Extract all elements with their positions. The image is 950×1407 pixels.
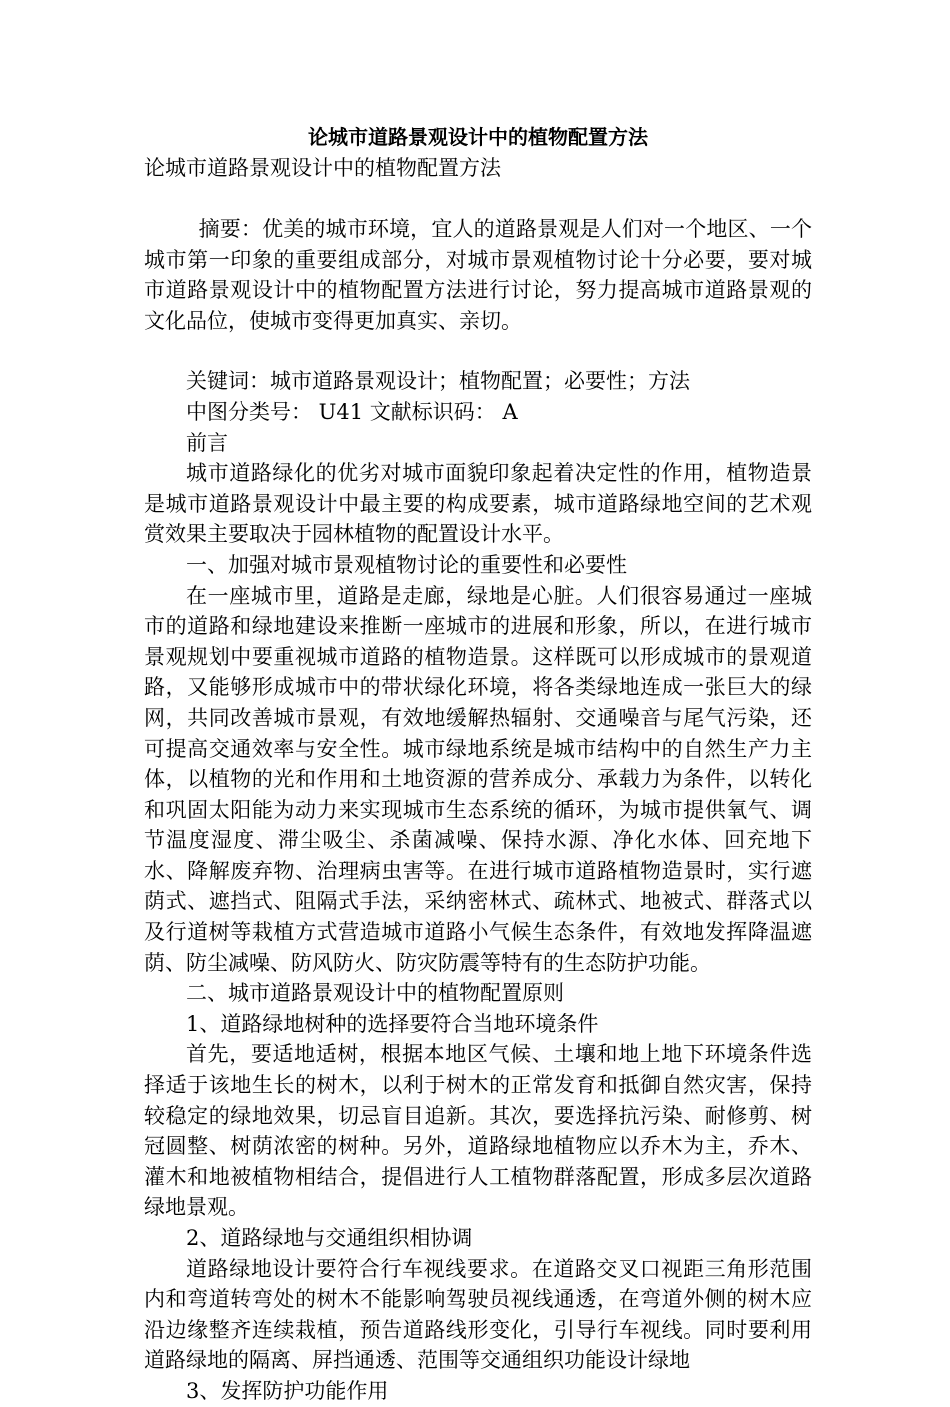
subsection-3-heading: 3、发挥防护功能作用: [186, 1378, 389, 1403]
section-1-paragraph: 在一座城市里，道路是走廊，绿地是心脏。人们很容易通过一座城市的道路和绿地建设来推断一座城市的进展和形象，所以，在进行城市景观规划中要重视城市道路的植物造景。这样既可以形成城市的景观道路，又能够形成城市中的带状绿化环境，将各类绿地连成一张巨大的绿网，共同改善城市景观，有效地缓解热辐射、交通噪音与尾气污染，还可提高交通效率与安全性。城市绿地系统是城市结构中的自然生产力主体，以植物的光和作用和土地资源的营养成分、承载力为条件，以转化和巩固太阳能为动力来实现城市生态系统的循环，为城市提供氧气、调节温度湿度、滞尘吸尘、杀菌减噪、保持水源、净化水体、回充地下水、降解废弃物、治理病虫害等。在进行城市道路植物造景时，实行遮荫式、遮挡式、阻隔式手法，采纳密林式、疏林式、地被式、群落式以及行道树等栽植方式营造城市道路小气候生态条件，有效地发挥降温遮荫、防尘减噪、防风防火、防灾防震等特有的生态防护功能。: [144, 583, 812, 975]
preface-heading: 前言: [186, 430, 228, 455]
abstract-paragraph: 摘要：优美的城市环境，宜人的道路景观是人们对一个地区、一个城市第一印象的重要组成部分，对城市景观植物讨论十分必要，要对城市道路景观设计中的植物配置方法进行讨论，努力提高城市道路景观的文化品位，使城市变得更加真实、亲切。: [144, 217, 812, 333]
blank-line: [144, 336, 812, 366]
document-page: [144, 122, 812, 1407]
keywords-line: 关键词：城市道路景观设计；植物配置；必要性；方法: [186, 369, 690, 394]
document-subtitle: 论城市道路景观设计中的植物配置方法: [144, 156, 501, 180]
blank-line: [144, 184, 812, 214]
subsection-2-heading: 2、道路绿地与交通组织相协调: [186, 1226, 473, 1250]
subsection-1-paragraph: 首先，要适地适树，根据本地区气候、土壤和地上地下环境条件选择适于该地生长的树木，以利于树木的正常发育和抵御自然灾害，保持较稳定的绿地效果，切忌盲目追新。其次，要选择抗污染、耐修剪、树冠圆整、树荫浓密的树种。另外，道路绿地植物应以乔木为主，乔木、灌木和地被植物相结合，提倡进行人工植物群落配置，形成多层次道路绿地景观。: [144, 1042, 812, 1220]
subsection-2-paragraph: 道路绿地设计要符合行车视线要求。在道路交叉口视距三角形范围内和弯道转弯处的树木不能影响驾驶员视线通透，在弯道外侧的树木应沿边缘整齐连续栽植，预告道路线形变化，引导行车视线。同时要利用道路绿地的隔离、屏挡通透、范围等交通组织功能设计绿地: [144, 1256, 812, 1373]
section-1-heading: 一、加强对城市景观植物讨论的重要性和必要性: [186, 552, 627, 577]
preface-paragraph: 城市道路绿化的优劣对城市面貌印象起着决定性的作用，植物造景是城市道路景观设计中最主要的构成要素，城市道路绿地空间的艺术观赏效果主要取决于园林植物的配置设计水平。: [144, 461, 812, 547]
section-2-heading: 二、城市道路景观设计中的植物配置原则: [186, 981, 564, 1006]
classification-line: 中图分类号： U41 文献标识码： A: [186, 399, 518, 424]
document-title: 论城市道路景观设计中的植物配置方法: [308, 125, 648, 149]
subsection-1-heading: 1、道路绿地树种的选择要符合当地环境条件: [186, 1011, 599, 1036]
